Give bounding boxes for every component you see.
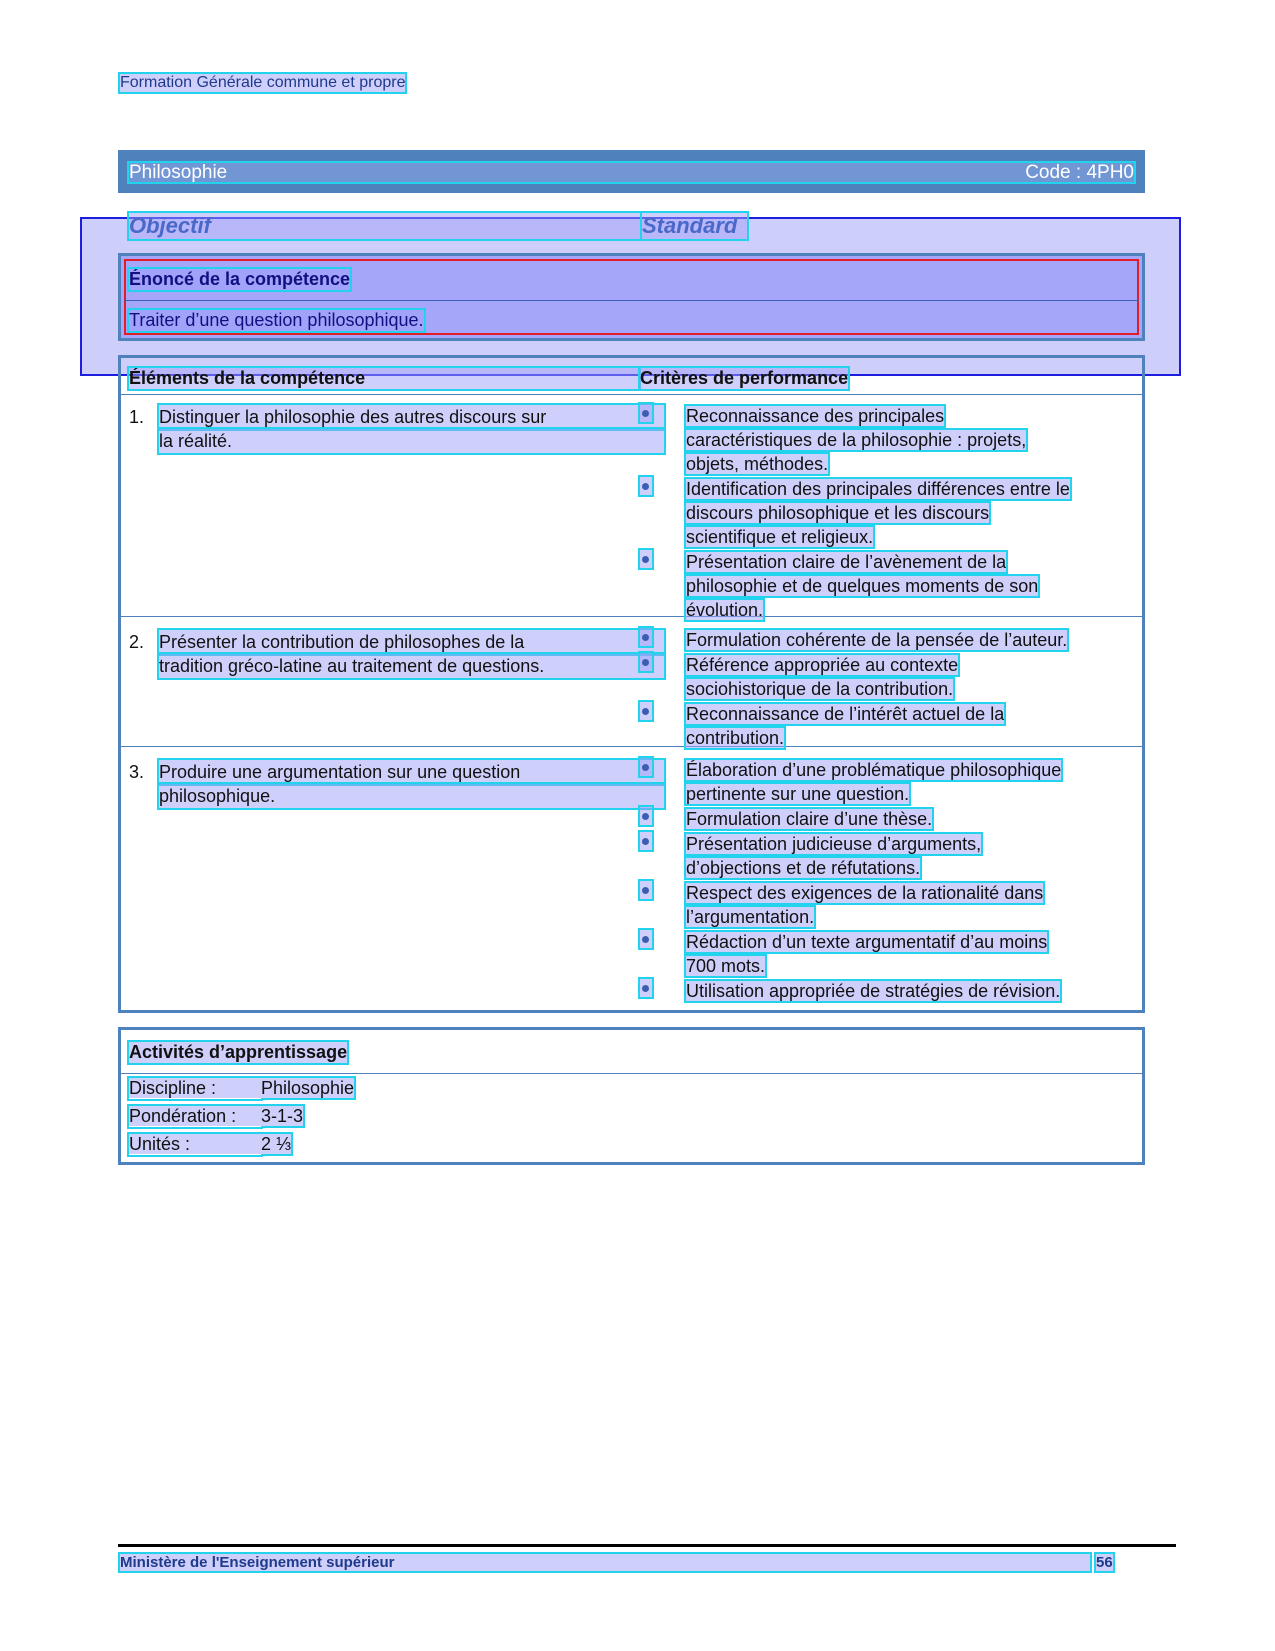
course-code: Code : 4PH0 xyxy=(1025,162,1134,183)
criterion-line: objets, méthodes. xyxy=(686,454,829,474)
criterion-line: d’objections et de réfutations. xyxy=(686,858,921,878)
activites-row-unites xyxy=(129,1134,291,1155)
criteria-list-2 xyxy=(640,628,1130,751)
criterion-item xyxy=(640,807,1130,831)
element-1 xyxy=(129,405,639,453)
criterion-line: caractéristiques de la philosophie : projets, xyxy=(686,430,1027,450)
activites-line xyxy=(129,1134,291,1154)
criteria-list-3 xyxy=(640,758,1130,1004)
criterion-line: Formulation claire d’une thèse. xyxy=(686,809,933,829)
bullet-icon xyxy=(640,881,652,899)
bullet-icon xyxy=(640,930,652,948)
criterion-item xyxy=(640,758,1130,806)
activites-label: Pondération : xyxy=(129,1106,237,1126)
element-line: tradition gréco-latine au traitement de questions. xyxy=(159,654,664,678)
bullet-icon xyxy=(640,477,652,495)
element-line: Présenter la contribution de philosophes de la xyxy=(159,630,664,654)
criterion-line: Respect des exigences de la rationalité dans xyxy=(686,883,1044,903)
element-number: 3. xyxy=(129,762,145,782)
objectif-label: Objectif xyxy=(129,213,640,239)
criterion-line: Référence appropriée au contexte xyxy=(686,655,959,675)
bullet-icon xyxy=(640,404,652,422)
criterion-line: discours philosophique et les discours xyxy=(686,503,990,523)
activites-title: Activités d’apprentissage xyxy=(129,1042,348,1062)
activites-value: Philosophie xyxy=(261,1078,355,1098)
bullet-icon xyxy=(640,550,652,568)
criterion-line: Utilisation appropriée de stratégies de révision. xyxy=(686,981,1061,1001)
criterion-item xyxy=(640,628,1130,652)
course-subject: Philosophie xyxy=(129,162,228,183)
criterion-item xyxy=(640,477,1130,549)
footer-rule xyxy=(118,1544,1176,1547)
criterion-line: Reconnaissance de l’intérêt actuel de la xyxy=(686,704,1005,724)
header-elements: Éléments de la compétence xyxy=(129,368,639,389)
criterion-line: Identification des principales différences entre le xyxy=(686,479,1070,499)
criterion-item xyxy=(640,832,1130,880)
criterion-line: Élaboration d’une problématique philosophique xyxy=(686,760,1062,780)
footer-ministry: Ministère de l'Enseignement supérieur xyxy=(120,1554,1090,1571)
bullet-icon xyxy=(640,653,652,671)
criterion-item xyxy=(640,653,1130,701)
bullet-icon xyxy=(640,807,652,825)
criterion-line: sociohistorique de la contribution. xyxy=(686,679,954,699)
element-number: 2. xyxy=(129,632,145,652)
activites-divider xyxy=(121,1073,1142,1074)
criteria-list-1 xyxy=(640,404,1130,623)
activites-value: 2 ⅓ xyxy=(261,1134,292,1154)
header-criteres: Critères de performance xyxy=(640,368,849,388)
footer-page-number: 56 xyxy=(1096,1554,1113,1571)
criterion-item xyxy=(640,930,1130,978)
element-2 xyxy=(129,630,639,678)
criterion-line: philosophie et de quelques moments de son xyxy=(686,576,1039,596)
enonce-text: Traiter d’une question philosophique. xyxy=(129,310,424,330)
bullet-icon xyxy=(640,758,652,776)
activites-line xyxy=(129,1106,303,1126)
criterion-item xyxy=(640,702,1130,750)
activites-label: Discipline : xyxy=(129,1078,217,1098)
bullet-icon xyxy=(640,702,652,720)
bullet-icon xyxy=(640,979,652,997)
enonce-divider xyxy=(124,300,1139,301)
activites-row-ponderation xyxy=(129,1106,303,1127)
criterion-line: contribution. xyxy=(686,728,785,748)
bullet-icon xyxy=(640,832,652,850)
element-line: Produire une argumentation sur une question xyxy=(159,760,664,784)
element-line: Distinguer la philosophie des autres discours sur xyxy=(159,405,664,429)
element-number: 1. xyxy=(129,407,145,427)
criterion-line: évolution. xyxy=(686,600,764,620)
criterion-line: Présentation claire de l’avènement de la xyxy=(686,552,1007,572)
bullet-icon xyxy=(640,628,652,646)
criterion-item xyxy=(640,550,1130,622)
criterion-line: Reconnaissance des principales xyxy=(686,406,945,426)
criterion-item xyxy=(640,979,1130,1003)
element-line: philosophique. xyxy=(159,784,664,808)
course-title-bar xyxy=(118,150,1145,193)
criterion-item xyxy=(640,881,1130,929)
element-line: la réalité. xyxy=(159,429,664,453)
running-header: Formation Générale commune et propre xyxy=(120,74,406,91)
criterion-item xyxy=(640,404,1130,476)
criterion-line: pertinente sur une question. xyxy=(686,784,910,804)
activites-line xyxy=(129,1078,354,1098)
enonce-title: Énoncé de la compétence xyxy=(129,269,351,289)
table-header-divider xyxy=(121,394,1142,395)
activites-value: 3-1-3 xyxy=(261,1106,304,1126)
criterion-line: 700 mots. xyxy=(686,956,766,976)
criterion-line: Formulation cohérente de la pensée de l’auteur. xyxy=(686,630,1068,650)
standard-label: Standard xyxy=(642,213,747,239)
activites-label: Unités : xyxy=(129,1134,191,1154)
criterion-line: Rédaction d’un texte argumentatif d’au moins xyxy=(686,932,1048,952)
criterion-line: l’argumentation. xyxy=(686,907,815,927)
activites-row-discipline xyxy=(129,1078,354,1099)
criterion-line: scientifique et religieux. xyxy=(686,527,874,547)
element-3 xyxy=(129,760,639,808)
criterion-line: Présentation judicieuse d’arguments, xyxy=(686,834,982,854)
